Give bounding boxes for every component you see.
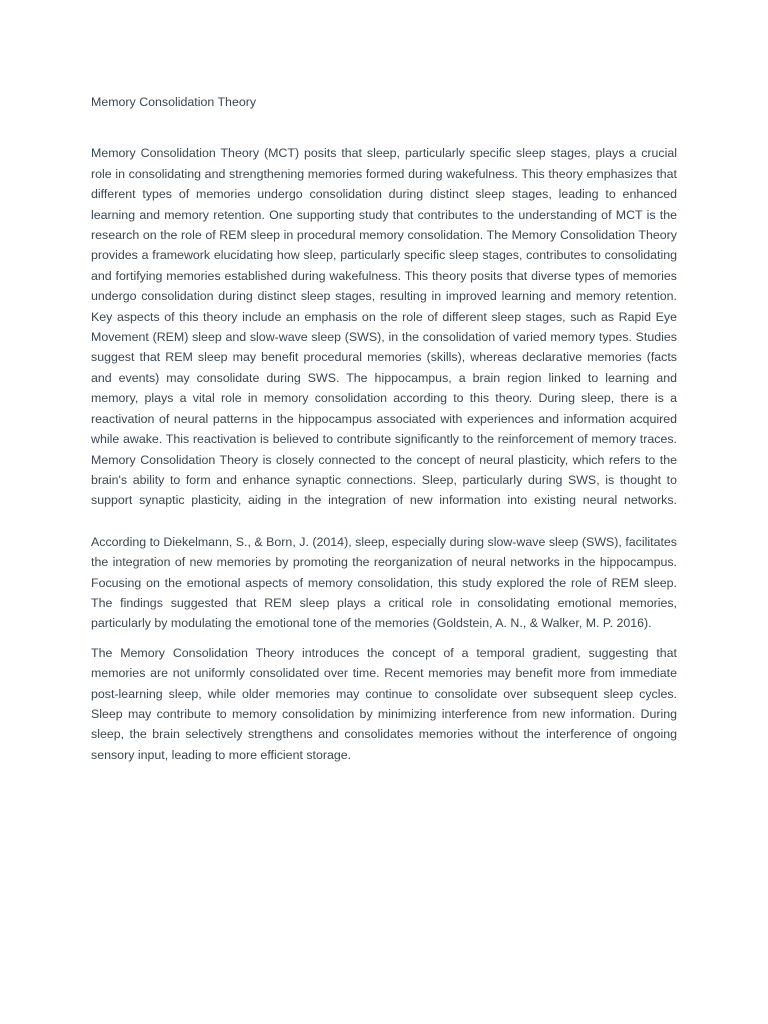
- paragraph-diekelmann-born: According to Diekelmann, S., & Born, J. (2014), sleep, especially during slow-wave sleep (SWS), facilitates the integration of new memories by promoting the reorganization of neural networks in the hippocampus. Focusing on the emotional aspects of memory consolidation, this study explored the role of REM sleep. The findings suggested that REM sleep plays a critical role in consolidating emotional memories, particularly by modulating the emotional tone of the memories (Goldstein, A. N., & Walker, M. P. 2016).: [91, 534, 677, 631]
- spacer: [91, 112, 677, 143]
- paragraph-temporal-gradient: The Memory Consolidation Theory introduces the concept of a temporal gradient, suggesting that memories are not uniformly consolidated over time. Recent memories may benefit more from immediate post-learning sleep, while older memories may continue to consolidate over subsequent sleep cycles. Sleep may contribute to memory consolidation by minimizing interference from new information. During sleep, the brain selectively strengthens and consolidates memories without the interference of ongoing sensory input, leading to more efficient storage.: [91, 645, 677, 762]
- paragraph-mct-overview: Memory Consolidation Theory (MCT) posits that sleep, particularly specific sleep stages, plays a crucial role in consolidating and strengthening memories formed during wakefulness. This theory emphasizes that different types of memories undergo consolidation during distinct sleep stages, leading to enhanced learning and memory retention. One supporting study that contributes to the understanding of MCT is the research on the role of REM sleep in procedural memory consolidation. The Memory Consolidation Theory provides a framework elucidating how sleep, particularly specific sleep stages, contributes to consolidating and fortifying memories established during wakefulness. This theory posits that diverse types of memories undergo consolidation during distinct sleep stages, resulting in improved learning and memory retention. Key aspects of this theory include an emphasis on the role of different sleep stages, such as Rapid Eye Movement (REM) sleep and slow-wave sleep (SWS), in the consolidation of varied memory types. Studies suggest that REM sleep may benefit procedural memories (skills), whereas declarative memories (facts and events) may consolidate during SWS. The hippocampus, a brain region linked to learning and memory, plays a vital role in memory consolidation according to this theory. During sleep, there is a reactivation of neural patterns in the hippocampus associated with experiences and information acquired while awake. This reactivation is believed to contribute significantly to the reinforcement of memory traces. Memory Consolidation Theory is closely connected to the concept of neural plasticity, which refers to the brain's ability to form and enhance synaptic connections. Sleep, particularly during SWS, is thought to support synaptic plasticity, aiding in the integration of new information into existing neural networks.: [91, 146, 677, 508]
- document-page: [91, 92, 677, 765]
- spacer: [91, 634, 677, 643]
- document-title: Memory Consolidation Theory: [91, 95, 257, 109]
- spacer: [91, 511, 677, 532]
